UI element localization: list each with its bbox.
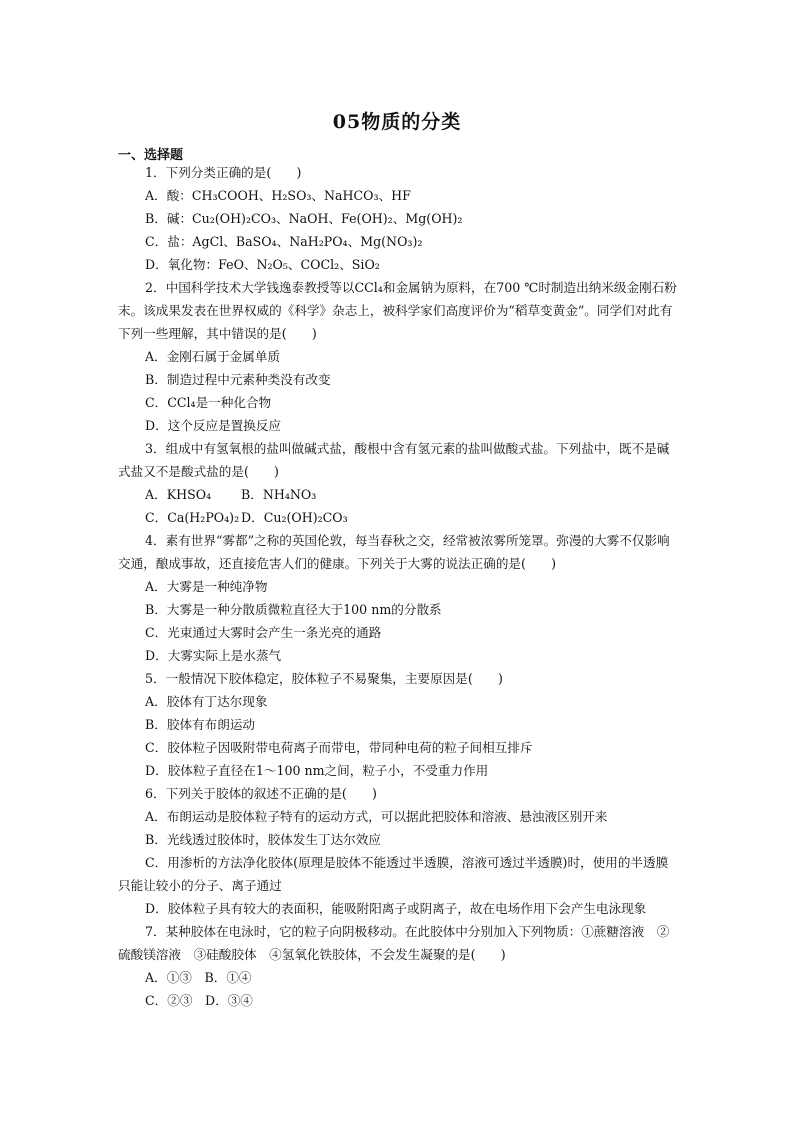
question-1-option-a: A．酸：CH₃COOH、H₂SO₃、NaHCO₃、HF xyxy=(145,188,411,203)
question-3-option-d: D．Cu₂(OH)₂CO₃ xyxy=(241,510,348,525)
question-2-option-a: A．金刚石属于金属单质 xyxy=(145,349,281,364)
question-5-option-b: B．胶体有布朗运动 xyxy=(145,717,256,732)
question-5-option-a: A．胶体有丁达尔现象 xyxy=(145,694,268,709)
question-5-option-c: C．胶体粒子因吸附带电荷离子而带电，带同种电荷的粒子间相互排斥 xyxy=(145,740,533,755)
question-4-option-c: C．光束通过大雾时会产生一条光亮的通路 xyxy=(145,625,382,640)
question-list xyxy=(118,161,680,1012)
question-4-stem: 4．素有世界“雾都”之称的英国伦敦，每当春秋之交，经常被浓雾所笼罩。弥漫的大雾不仅影响交通，酿成事故，还直接危害人们的健康。下列关于大雾的说法正确的是( ) xyxy=(118,533,670,571)
question-7-option-c: C．②③ xyxy=(145,993,193,1008)
question-6-stem: 6．下列关于胶体的叙述不正确的是( ) xyxy=(145,786,377,801)
question-6-option-c: C．用渗析的方法净化胶体(原理是胶体不能透过半透膜，溶液可透过半透膜)时，使用的半透膜只能让较小的分子、离子通过 xyxy=(118,855,669,893)
question-4-option-d: D．大雾实际上是水蒸气 xyxy=(145,648,282,663)
page-title: 05物质的分类 xyxy=(332,111,462,133)
question-1-stem: 1．下列分类正确的是( ) xyxy=(145,165,302,180)
question-6-option-a: A．布朗运动是胶体粒子特有的运动方式，可以据此把胶体和溶液、悬浊液区别开来 xyxy=(145,809,608,824)
question-3-option-b: B．NH₄NO₃ xyxy=(241,487,317,502)
question-7-option-a: A．①③ xyxy=(145,970,192,985)
question-3-option-a: A．KHSO₄ xyxy=(145,487,212,502)
question-7-options-ab xyxy=(118,966,680,989)
question-1-option-b: B．碱：Cu₂(OH)₂CO₃、NaOH、Fe(OH)₂、Mg(OH)₂ xyxy=(145,211,463,226)
question-5-stem: 5．一般情况下胶体稳定，胶体粒子不易聚集，主要原因是( ) xyxy=(145,671,503,686)
question-2-option-b: B．制造过程中元素种类没有改变 xyxy=(145,372,331,387)
question-6-option-b: B．光线透过胶体时，胶体发生丁达尔效应 xyxy=(145,832,381,847)
question-1-option-d: D．氧化物：FeO、N₂O₅、COCl₂、SiO₂ xyxy=(145,257,380,272)
question-3-stem: 3．组成中有氢氧根的盐叫做碱式盐，酸根中含有氢元素的盐叫做酸式盐。下列盐中，既不是碱式盐又不是酸式盐的是( ) xyxy=(118,441,670,479)
question-7-options-cd xyxy=(118,989,680,1012)
section-heading: 一、选择题 xyxy=(118,148,184,163)
question-3-option-c: C．Ca(H₂PO₄)₂ xyxy=(145,510,240,525)
question-2-stem: 2．中国科学技术大学钱逸泰教授等以CCl₄和金属钠为原料，在700 ℃时制造出纳米级金刚石粉末。该成果发表在世界权威的《科学》杂志上，被科学家们高度评价为“稻草变黄金”。同学们对此有下列一些理解，其中错误的是( ) xyxy=(118,280,677,341)
question-7-option-d: D．③④ xyxy=(205,993,253,1008)
question-3-options-cd xyxy=(118,506,680,529)
question-7-stem: 7．某种胶体在电泳时，它的粒子向阴极移动。在此胶体中分别加入下列物质：①蔗糖溶液 ②硫酸镁溶液 ③硅酸胶体 ④氢氧化铁胶体，不会发生凝聚的是( ) xyxy=(118,924,670,962)
question-2-option-c: C．CCl₄是一种化合物 xyxy=(145,395,272,410)
question-3-options-ab xyxy=(118,483,680,506)
question-2-option-d: D．这个反应是置换反应 xyxy=(145,418,282,433)
question-4-option-b: B．大雾是一种分散质微粒直径大于100 nm的分散系 xyxy=(145,602,442,617)
question-6-option-d: D．胶体粒子具有较大的表面积，能吸附阳离子或阴离子，故在电场作用下会产生电泳现象 xyxy=(145,901,647,916)
question-5-option-d: D．胶体粒子直径在1～100 nm之间，粒子小，不受重力作用 xyxy=(145,763,489,778)
question-1-option-c: C．盐：AgCl、BaSO₄、NaH₂PO₄、Mg(NO₃)₂ xyxy=(145,234,423,249)
question-4-option-a: A．大雾是一种纯净物 xyxy=(145,579,268,594)
question-7-option-b: B．①④ xyxy=(204,970,252,985)
